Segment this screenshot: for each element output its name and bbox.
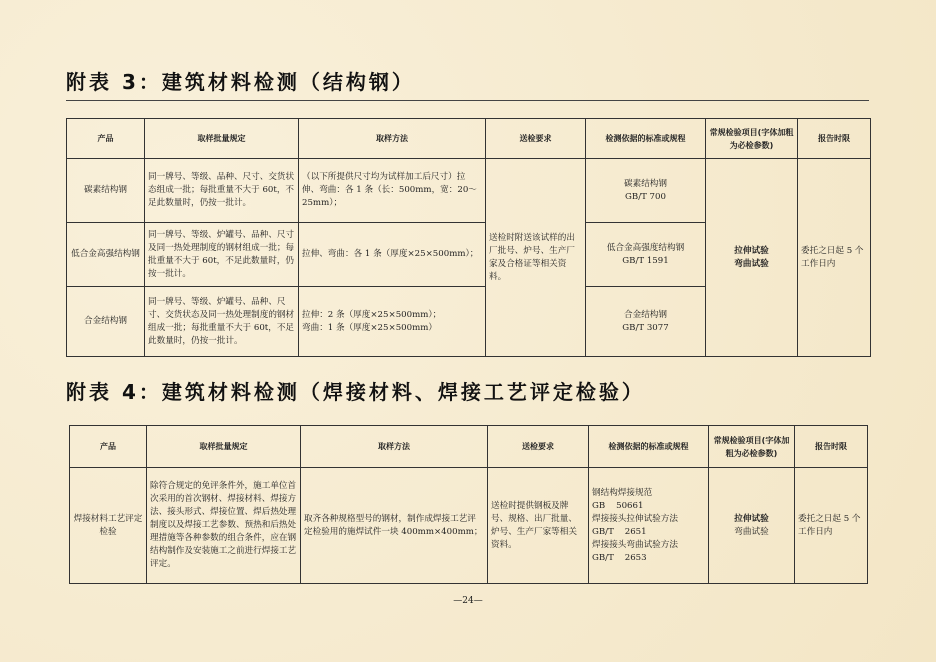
header-report-time: 报告时限: [798, 119, 871, 159]
test-item-bold: 拉伸试验: [734, 513, 769, 524]
page-number: —24—: [453, 596, 483, 606]
report-time-cell: 委托之日起 5 个工作日内: [798, 159, 871, 357]
standard-cell: [589, 468, 709, 584]
table4-title: 附表 4：建筑材料检测（焊接材料、焊接工艺评定检验）: [66, 380, 645, 404]
test-item: 弯曲试验: [734, 526, 769, 537]
method-cell: （以下所提供尺寸均为试样加工后尺寸）拉伸、弯曲：各 1 条（长：500mm，宽：20～25mm）；: [299, 159, 486, 223]
batch-cell: 除符合规定的免评条件外，施工单位首次采用的首次钢材、焊接材料、焊接方法、接头形式、焊接位置、焊后热处理制度以及焊接工艺参数、预热和后热处理措施等各种参数的组合条件，应在钢结构制作及安装施工之前进行焊接工艺评定。: [147, 468, 301, 584]
method-cell: 拉伸、弯曲：各 1 条（厚度×25×500mm）；: [299, 223, 486, 287]
batch-cell: 同一牌号、等级、品种、尺寸、交货状态组成一批；每批重量不大于 60t，不足此数量时，仍按一批计。: [145, 159, 299, 223]
test-items-cell: [706, 159, 798, 357]
header-batch: 取样批量规定: [145, 119, 299, 159]
product-cell: 碳素结构钢: [67, 159, 145, 223]
requirement-cell: 送检时附送该试样的出厂批号、炉号、生产厂家及合格证等相关资料。: [486, 159, 586, 357]
product-cell: 焊接材料工艺评定检验: [70, 468, 147, 584]
header-standard: 检测依据的标准或规程: [586, 119, 706, 159]
test-item-bold: 拉伸试验: [734, 245, 769, 256]
method-cell: [299, 287, 486, 357]
standard-line: 焊接接头弯曲试验方法: [592, 539, 678, 550]
batch-cell: 同一牌号、等级、炉罐号、品种、尺寸及同一热处理制度的钢材组成一批；每批重量不大于 60t，不足此数量时，仍按一批计。: [145, 223, 299, 287]
header-report-time: 报告时限: [795, 426, 868, 468]
method-line: 弯曲：1 条（厚度×25×500mm）: [302, 322, 437, 333]
batch-cell: 同一牌号、等级、炉罐号、品种、尺寸、交货状态及同一热处理制度的钢材组成一批；每批重量不大于 60t，不足此数量时，仍按一批计。: [145, 287, 299, 357]
standard-cell: [586, 287, 706, 357]
standard-code: GB/T 3077: [622, 322, 669, 333]
standard-line: 钢结构焊接规范: [592, 487, 653, 498]
header-test-items: 常规检验项目(字体加粗为必检参数): [709, 426, 795, 468]
standard-name: 碳素结构钢: [624, 178, 667, 189]
header-product: 产品: [67, 119, 145, 159]
header-method: 取样方法: [301, 426, 488, 468]
structural-steel-table: [66, 118, 871, 357]
standard-line: GB 50661: [592, 500, 644, 511]
header-method: 取样方法: [299, 119, 486, 159]
header-standard: 检测依据的标准或规程: [589, 426, 709, 468]
method-line: 拉伸：2 条（厚度×25×500mm）；: [302, 309, 442, 320]
standard-code: GB/T 700: [625, 191, 666, 202]
standard-cell: [586, 223, 706, 287]
standard-name: 低合金高强度结构钢: [606, 242, 685, 253]
table3-title: 附表 3：建筑材料检测（结构钢）: [66, 70, 415, 94]
standard-line: GB/T 2651: [592, 526, 647, 537]
title-rule: [66, 100, 869, 101]
standard-line: GB/T 2653: [592, 552, 647, 563]
test-item-bold: 弯曲试验: [734, 258, 769, 269]
header-requirement: 送检要求: [486, 119, 586, 159]
method-cell: 取齐各种规格型号的钢材，制作成焊接工艺评定检验用的施焊试件一块 400mm×400mm；: [301, 468, 488, 584]
header-product: 产品: [70, 426, 147, 468]
product-cell: 低合金高强结构钢: [67, 223, 145, 287]
header-batch: 取样批量规定: [147, 426, 301, 468]
report-time-cell: 委托之日起 5 个工作日内: [795, 468, 868, 584]
product-cell: 合金结构钢: [67, 287, 145, 357]
table-row: [67, 159, 871, 223]
test-items-cell: [709, 468, 795, 584]
standard-code: GB/T 1591: [622, 255, 669, 266]
header-test-items: 常规检验项目(字体加粗为必检参数): [706, 119, 798, 159]
requirement-cell: 送检时提供钢板及牌号、规格、出厂批量、炉号、生产厂家等相关资料。: [488, 468, 589, 584]
standard-line: 焊接接头拉伸试验方法: [592, 513, 678, 524]
standard-name: 合金结构钢: [624, 309, 667, 320]
standard-cell: [586, 159, 706, 223]
table-row: [70, 468, 868, 584]
welding-table: [69, 425, 868, 584]
header-requirement: 送检要求: [488, 426, 589, 468]
